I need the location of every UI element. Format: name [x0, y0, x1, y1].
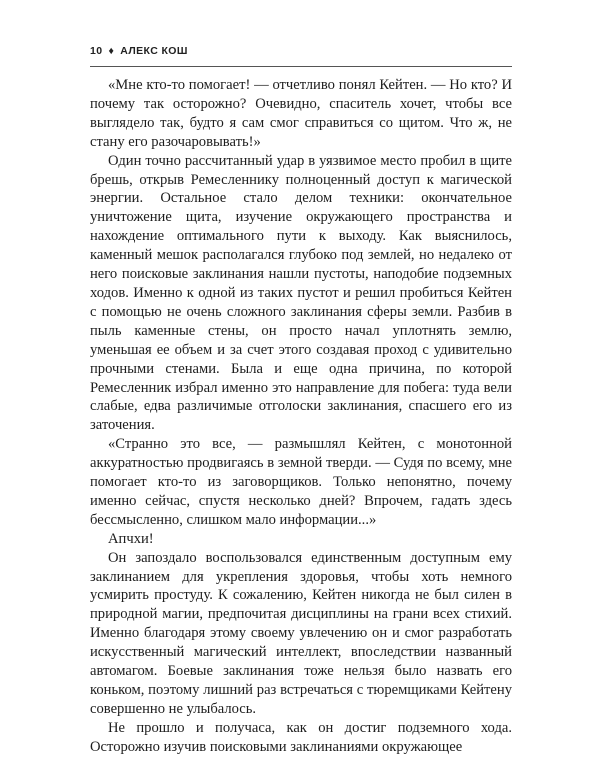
- page-number: 10: [90, 45, 103, 57]
- running-head: [90, 45, 510, 57]
- paragraph: «Мне кто-то помогает! — отчетливо понял Кейтен. — Но кто? И почему так осторожно? Очевидно, спаситель хочет, чтобы все выглядело так, будто я сам смог справиться со щитом. Что ж, не стану его разочаровывать!»: [90, 77, 512, 150]
- paragraph: Один точно рассчитанный удар в уязвимое место пробил в щите брешь, открыв Ремесленнику полноценный доступ к магической энергии. Остальное стало делом техники: окончательное уничтожение щита, изучение окружающего пространства и нахождение оптимального пути к выходу. Как выяснилось, каменный мешок располагался глубоко под землей, но недалеко от него поисковые заклинания нашли пустоты, наподобие подземных ходов. Именно к одной из таких пустот и решил пробиться Кейтен с помощью не очень сложного заклинания сферы земли. Разбив в пыль каменные стены, он просто начал уплотнять землю, уменьшая ее объем и за счет этого создавая проход с удивительно прочными стенами. Была и еще одна причина, по которой Ремесленник избрал именно это направление для побега: туда вели слабые, едва различимые отголоски заклинания, спасшего его из заточения.: [90, 152, 512, 434]
- paragraph: Он запоздало воспользовался единственным доступным ему заклинанием для укрепления здоровья, чтобы хоть немного усмирить простуду. К сожалению, Кейтен никогда не был силен в природной магии, предпочитая дисциплины на грани всех стихий. Именно благодаря этому своему увлечению он и смог разработать искусственный магический интеллект, впоследствии названный автомагом. Боевые заклинания тоже нельзя было назвать его коньком, поэтому лишний раз встречаться с тюремщиками Кейтену совершенно не улыбалось.: [90, 549, 512, 717]
- header-rule: [90, 66, 512, 67]
- body-text: [90, 76, 512, 757]
- author-name: АЛЕКС КОШ: [120, 45, 188, 57]
- paragraph: «Странно это все, — размышлял Кейтен, с монотонной аккуратностью продвигаясь в земной тверди. — Судя по всему, мне помогает кто-то из заговорщиков. Только непонятно, почему именно сейчас, спустя несколько дней? Впрочем, гадать здесь бессмысленно, слишком мало информации...»: [90, 436, 512, 528]
- diamond-separator-icon: ♦: [108, 45, 115, 57]
- paragraph: Не прошло и получаса, как он достиг подземного хода. Осторожно изучив поисковыми заклинаниями окружающее: [90, 719, 512, 755]
- paragraph: Апчхи!: [108, 530, 154, 547]
